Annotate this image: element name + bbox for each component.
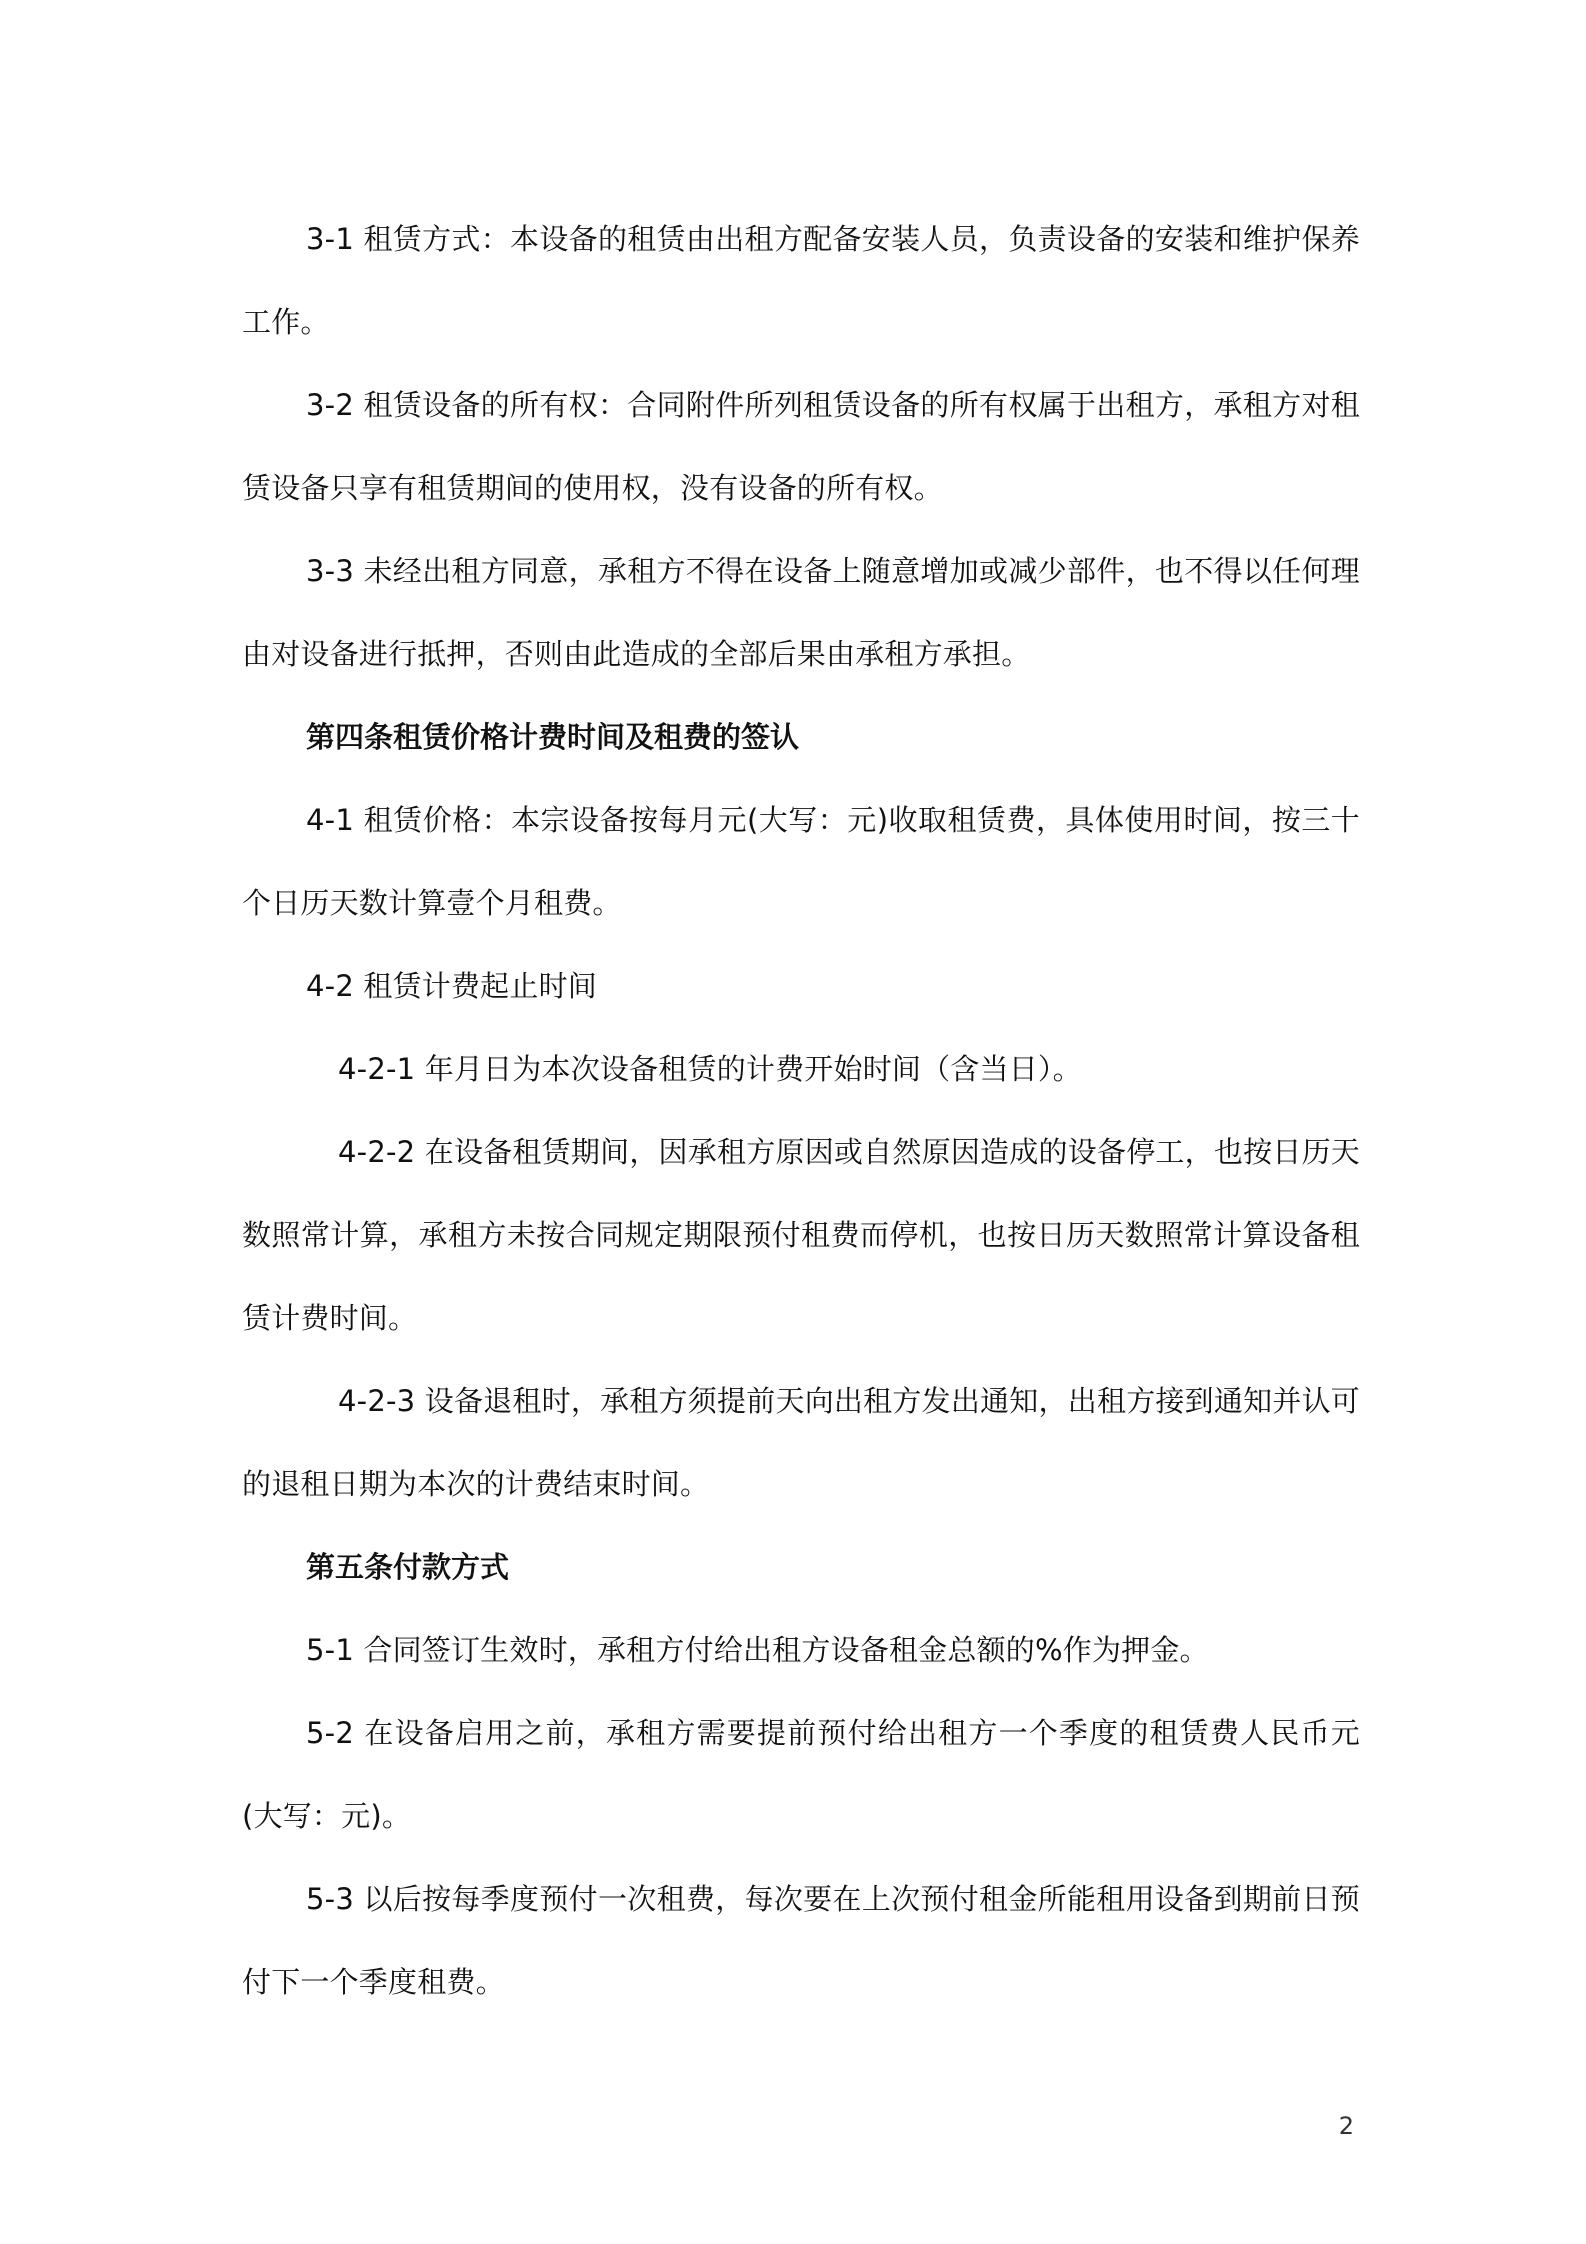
clause-4-2-3: 4-2-3 设备退租时，承租方须提前天向出租方发出通知，出租方接到通知并认可的退租日期为本次的计费结束时间。: [242, 1384, 1360, 1501]
clause-4-2-2: 4-2-2 在设备租赁期间，因承租方原因或自然原因造成的设备停工，也按日历天数照常计算，承租方未按合同规定期限预付租费而停机，也按日历天数照常计算设备租赁计费时间。: [242, 1135, 1360, 1335]
page-number: 2: [1338, 2112, 1354, 2140]
clause-3-1: 3-1 租赁方式：本设备的租赁由出租方配备安装人员，负责设备的安装和维护保养工作。: [242, 222, 1360, 339]
document-body: [242, 198, 1360, 2024]
clause-5-3: 5-3 以后按每季度预付一次租费，每次要在上次预付租金所能租用设备到期前日预付下一个季度租费。: [242, 1882, 1360, 1999]
clause-3-3: 3-3 未经出租方同意，承租方不得在设备上随意增加或减少部件，也不得以任何理由对设备进行抵押，否则由此造成的全部后果由承租方承担。: [242, 554, 1360, 671]
section-heading-5: 第五条付款方式: [306, 1550, 510, 1584]
clause-4-2: 4-2 租赁计费起止时间: [306, 969, 597, 1003]
clause-5-2: 5-2 在设备启用之前，承租方需要提前预付给出租方一个季度的租赁费人民币元(大写：元)。: [242, 1716, 1360, 1833]
clause-5-1: 5-1 合同签订生效时，承租方付给出租方设备租金总额的%作为押金。: [306, 1633, 1209, 1667]
section-heading-4: 第四条租赁价格计费时间及租费的签认: [306, 720, 800, 754]
clause-4-2-1: 4-2-1 年月日为本次设备租赁的计费开始时间（含当日）。: [338, 1052, 1082, 1086]
clause-3-2: 3-2 租赁设备的所有权：合同附件所列租赁设备的所有权属于出租方，承租方对租赁设备只享有租赁期间的使用权，没有设备的所有权。: [242, 388, 1360, 505]
clause-4-1: 4-1 租赁价格：本宗设备按每月元(大写：元)收取租赁费，具体使用时间，按三十个日历天数计算壹个月租费。: [242, 803, 1360, 920]
